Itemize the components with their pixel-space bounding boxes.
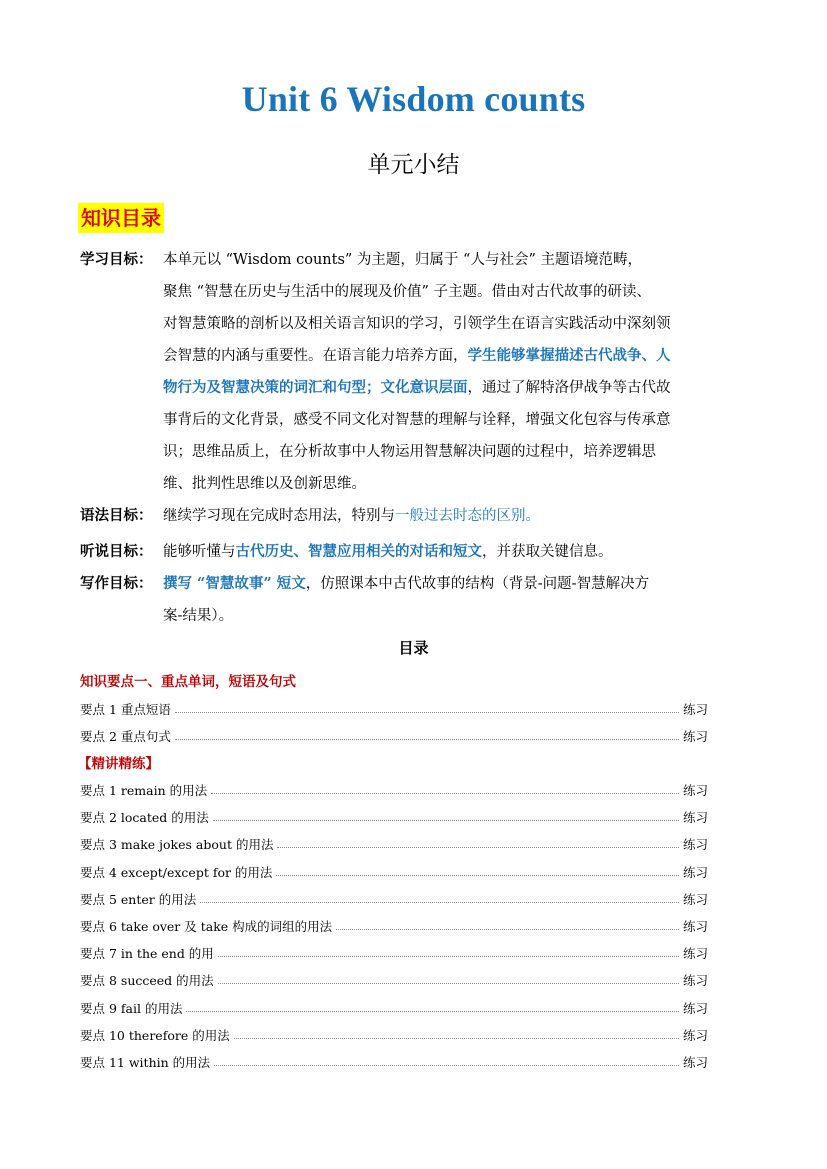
toc-row[interactable]: [80, 942, 708, 962]
toc-row[interactable]: [80, 969, 708, 989]
goal-segment: 识；思维品质上，在分析故事中人物运用智慧解决问题的过程中，培养逻辑思: [163, 444, 656, 460]
goal-line: [163, 276, 748, 308]
toc-dot-leader: [214, 1064, 679, 1066]
toc-row-page: 练习: [682, 919, 708, 934]
toc-row[interactable]: [80, 997, 708, 1017]
goal-line: [163, 536, 748, 568]
toc-dot-leader: [234, 1037, 679, 1039]
toc-row[interactable]: [80, 725, 708, 745]
toc-row-label: 要点 1 remain 的用法: [80, 783, 208, 798]
toc-dot-leader: [186, 1010, 679, 1012]
toc-row-label: 要点 8 succeed 的用法: [80, 973, 214, 989]
toc-dot-leader: [175, 738, 679, 740]
goal-label: 写作目标：: [80, 575, 153, 592]
page-title: Unit 6 Wisdom counts: [241, 79, 586, 119]
goal-line: [163, 468, 748, 500]
toc-row-label: 要点 6 take over 及 take 构成的词组的用法: [80, 919, 333, 934]
toc-dot-leader: [277, 846, 679, 848]
highlight-text: 学生能够掌握描述古代战争、人: [467, 347, 671, 364]
toc-subheading: 【精讲精练】: [78, 756, 159, 772]
goal-line: [163, 436, 748, 468]
goal-label: 听说目标：: [80, 543, 153, 560]
goal-text: [163, 536, 748, 568]
toc-dot-leader: [213, 819, 679, 821]
toc-row-label: 要点 7 in the end 的用: [80, 946, 214, 962]
toc-row[interactable]: [80, 861, 708, 881]
goal-line: [163, 340, 748, 372]
goal-segment: 对智慧策略的剖析以及相关语言知识的学习，引领学生在语言实践活动中深刻领: [163, 316, 671, 332]
toc-row-label: 要点 5 enter 的用法: [80, 891, 197, 907]
goal-text: [163, 568, 748, 632]
goal-line: [163, 372, 748, 404]
toc-dot-leader: [200, 901, 679, 903]
goal-segment: ，并获取关键信息。: [482, 544, 613, 560]
toc-row-page: 练习: [682, 973, 708, 989]
toc-row-label: 要点 11 within 的用法: [80, 1055, 211, 1070]
toc-row-page: 练习: [682, 864, 708, 880]
goal-segment: ，通过了解特洛伊战争等古代故: [467, 380, 671, 396]
toc-row[interactable]: [80, 698, 708, 718]
toc-row-label: 要点 3 make jokes about 的用法: [80, 837, 274, 853]
goal-segment: 案-结果）。: [163, 608, 234, 624]
goal-text: [163, 500, 748, 532]
goal-label: 语法目标：: [80, 507, 153, 524]
toc-row-page: 练习: [682, 729, 708, 744]
toc-row-label: 要点 1 重点短语: [80, 702, 171, 717]
toc-row-label: 要点 9 fail 的用法: [80, 1000, 183, 1016]
highlight-text: 撰写 “智慧故事” 短文: [163, 575, 306, 592]
goal-text: [163, 244, 748, 500]
goal-line: [163, 244, 748, 276]
toc-row[interactable]: [80, 833, 708, 853]
goal-line: [163, 568, 748, 600]
toc-title: 目录: [398, 639, 429, 657]
goal-segment: 聚焦 “智慧在历史与生活中的展现及价值” 子主题。借由对古代故事的研读、: [163, 284, 652, 300]
goal-segment: 继续学习现在完成时态用法，特别与: [163, 508, 395, 524]
goal-label: 学习目标：: [80, 251, 153, 268]
toc-row-page: 练习: [682, 1027, 708, 1043]
section-heading: 知识目录: [78, 203, 164, 233]
toc-row[interactable]: [80, 1051, 708, 1071]
toc-dot-leader: [218, 955, 679, 957]
toc-row-page: 练习: [682, 783, 708, 798]
toc-row-page: 练习: [682, 837, 708, 853]
goal-segment: 维、批判性思维以及创新思维。: [163, 476, 366, 492]
toc-row-page: 练习: [682, 946, 708, 962]
toc-row-page: 练习: [682, 1055, 708, 1070]
toc-dot-leader: [175, 711, 679, 713]
toc-row-page: 练习: [682, 1000, 708, 1016]
goal-line: [163, 500, 748, 532]
toc-row[interactable]: [80, 806, 708, 826]
toc-row[interactable]: [80, 1024, 708, 1044]
toc-row[interactable]: [80, 915, 708, 935]
toc-dot-leader: [336, 928, 679, 930]
goal-segment: 会智慧的内涵与重要性。在语言能力培养方面，: [163, 348, 468, 364]
toc-row-page: 练习: [682, 810, 708, 826]
goal-line: [163, 404, 748, 436]
goal-line: [163, 600, 748, 632]
toc-section-heading: 知识要点一、重点单词，短语及句式: [80, 674, 296, 690]
goal-segment: 能够听懂与: [163, 544, 236, 560]
page-subtitle: 单元小结: [367, 152, 460, 178]
toc-row-label: 要点 10 therefore 的用法: [80, 1027, 230, 1043]
toc-row-page: 练习: [682, 702, 708, 717]
toc-dot-leader: [276, 874, 679, 876]
highlight-text: 物行为及智慧决策的词汇和句型；文化意识层面: [163, 379, 468, 396]
toc-row[interactable]: [80, 779, 708, 799]
goal-segment: ，仿照课本中古代故事的结构（背景-问题-智慧解决方: [305, 576, 650, 592]
toc-row-page: 练习: [682, 891, 708, 907]
highlight-text: 古代历史、智慧应用相关的对话和短文: [235, 543, 482, 560]
toc-row-label: 要点 2 located 的用法: [80, 810, 209, 826]
goal-segment: 事背后的文化背景，感受不同文化对智慧的理解与诠释，增强文化包容与传承意: [163, 412, 671, 428]
toc-dot-leader: [218, 982, 679, 984]
toc-row-label: 要点 2 重点句式: [80, 729, 171, 744]
highlight-text: 一般过去时态的区别。: [395, 508, 540, 524]
goal-line: [163, 308, 748, 340]
toc-row[interactable]: [80, 888, 708, 908]
goal-segment: 本单元以 “Wisdom counts” 为主题，归属于 “人与社会” 主题语境范畴，: [163, 252, 642, 268]
toc-row-label: 要点 4 except/except for 的用法: [80, 864, 273, 880]
toc-dot-leader: [211, 792, 679, 794]
